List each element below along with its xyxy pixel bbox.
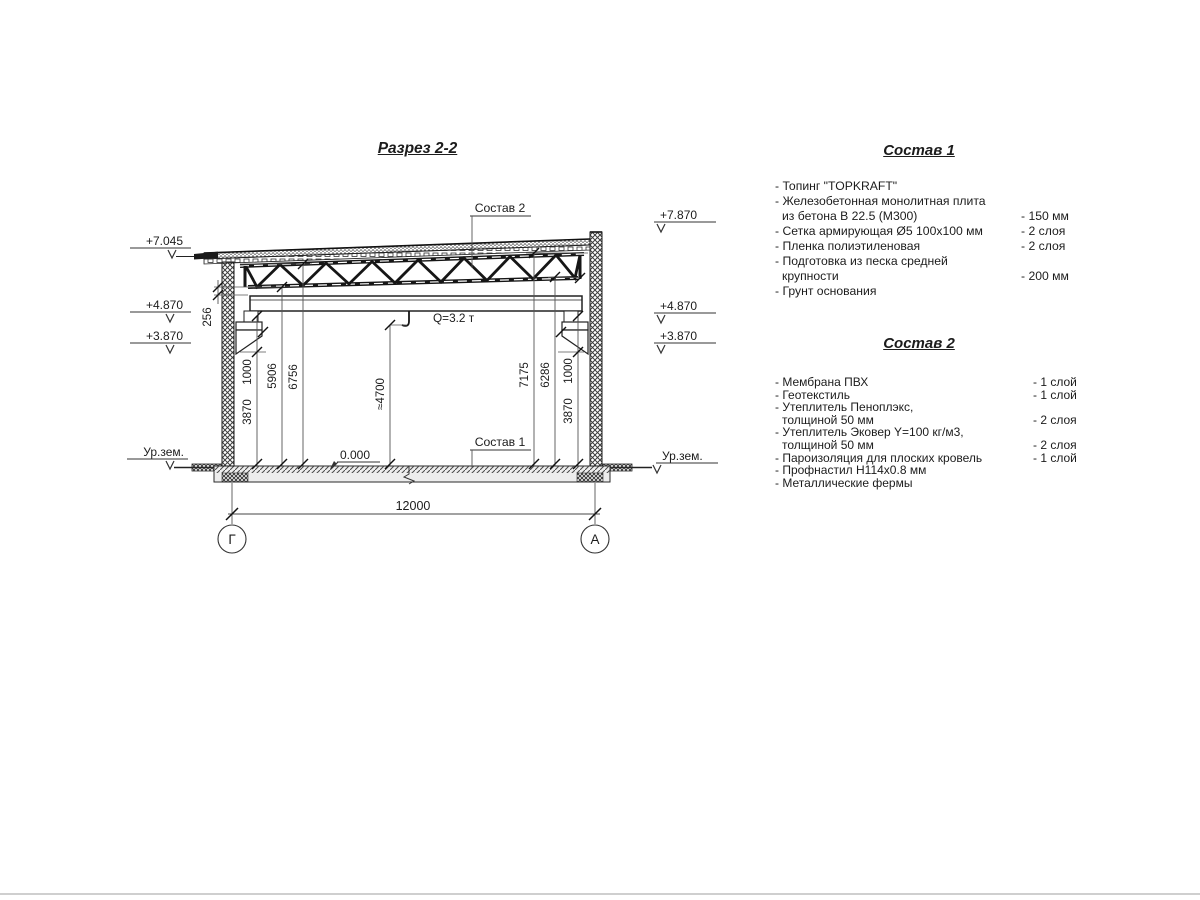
spec1-heading: Состав 1 bbox=[883, 142, 955, 159]
spec-item-text: крупности bbox=[782, 269, 839, 283]
spec-item bbox=[775, 254, 1091, 284]
elev-4870-l: +4.870 bbox=[145, 298, 183, 312]
span-dim-label: 12000 bbox=[395, 499, 431, 513]
right-bearing bbox=[564, 311, 578, 322]
spec-item bbox=[775, 239, 1091, 254]
spec-item-text: - Железобетонная монолитная плита bbox=[775, 194, 986, 208]
spec-item bbox=[775, 426, 1091, 451]
ground-label-right: Ур.зем. bbox=[662, 449, 703, 463]
crane-beam bbox=[236, 296, 588, 354]
spec-item bbox=[775, 401, 1091, 426]
spec-item-value: - 200 мм bbox=[1021, 269, 1069, 283]
spec2-heading: Состав 2 bbox=[883, 335, 955, 352]
right-corbel bbox=[562, 322, 588, 330]
dim-4700: ≈4700 bbox=[375, 378, 387, 410]
floor-callout-label: Состав 1 bbox=[474, 435, 526, 449]
spec-item-text: толщиной 50 мм bbox=[782, 437, 874, 452]
spec-item-text: - Пароизоляция для плоских кровель bbox=[775, 450, 983, 465]
axis-bubbles bbox=[218, 525, 609, 553]
spec-item bbox=[775, 179, 1091, 194]
spec-item-value: - 2 слоя bbox=[1033, 437, 1077, 452]
elevation-marks-left bbox=[127, 234, 191, 469]
spec-item bbox=[775, 376, 1091, 389]
spec-item-text: - Геотекстиль bbox=[775, 387, 850, 402]
spec-item-value: - 1 слой bbox=[1033, 450, 1077, 465]
spec-item-text: - Мембрана ПВХ bbox=[775, 375, 869, 389]
dim-1000-left: 1000 bbox=[242, 359, 254, 385]
spec1-list bbox=[775, 179, 1091, 299]
elev-7870: +7.870 bbox=[660, 208, 698, 222]
left-corbel bbox=[236, 322, 262, 330]
dim-7175: 7175 bbox=[519, 362, 531, 388]
dim-3870-right: 3870 bbox=[563, 398, 575, 424]
spec-item-value: - 1 слой bbox=[1033, 387, 1077, 402]
drawing-title: Разрез 2-2 bbox=[377, 140, 458, 157]
spec-item-text: - Металлические фермы bbox=[775, 475, 913, 490]
spec-item-text: - Подготовка из песка средней bbox=[775, 254, 948, 268]
spec-item-text: - Пленка полиэтиленовая bbox=[775, 239, 921, 253]
spec-item-text: - Сетка армирующая Ø5 100х100 мм bbox=[775, 224, 983, 238]
spec-item-value: - 2 слоя bbox=[1021, 239, 1066, 253]
elev-3870-l: +3.870 bbox=[145, 329, 183, 343]
spec-item-value: - 150 мм bbox=[1021, 209, 1069, 223]
axis-label-left: Г bbox=[228, 532, 236, 547]
left-wall bbox=[222, 262, 234, 466]
spec-item-text: толщиной 50 мм bbox=[782, 412, 874, 427]
roof-callout-label: Состав 2 bbox=[474, 201, 526, 215]
right-wall bbox=[590, 232, 602, 466]
spec-item-value: - 2 слоя bbox=[1033, 412, 1077, 427]
elev-4870-r: +4.870 bbox=[660, 299, 698, 313]
spec-item-value: - 2 слоя bbox=[1021, 224, 1066, 238]
spec2-list bbox=[775, 376, 1091, 489]
dim-1000-right: 1000 bbox=[563, 358, 575, 384]
spec-item-text: - Топинг "TOPKRAFT" bbox=[775, 179, 898, 193]
spec-item-text: из бетона В 22.5 (М300) bbox=[782, 209, 918, 223]
dim-6286: 6286 bbox=[540, 362, 552, 388]
dim-256: 256 bbox=[202, 307, 214, 327]
svg-text:0.000: 0.000 bbox=[340, 448, 371, 462]
dim-5906: 5906 bbox=[267, 363, 279, 389]
spec-item bbox=[775, 477, 1091, 490]
elev-3870-r: +3.870 bbox=[660, 329, 698, 343]
spec-item-text: - Утеплитель Эковер Y=100 кг/м3, bbox=[775, 425, 964, 440]
spec-item bbox=[775, 464, 1091, 477]
ground-label-left: Ур.зем. bbox=[143, 445, 184, 459]
crane-hook bbox=[402, 311, 409, 326]
dim-3870-left: 3870 bbox=[242, 399, 254, 425]
spec-item-text: - Грунт основания bbox=[775, 284, 877, 298]
page-bottom-edge bbox=[0, 893, 1200, 895]
dim-6756: 6756 bbox=[288, 364, 300, 390]
spec-item bbox=[775, 224, 1091, 239]
elevation-marks-right bbox=[653, 208, 718, 473]
spec-item bbox=[775, 284, 1091, 299]
elev-7045: +7.045 bbox=[145, 234, 183, 248]
crane-capacity-label: Q=3.2 т bbox=[433, 311, 475, 325]
spec-item bbox=[775, 194, 1091, 224]
spec-item-value: - 1 слой bbox=[1033, 375, 1077, 389]
spec-item-text: - Утеплитель Пеноплэкс, bbox=[775, 400, 914, 415]
axis-label-right: А bbox=[590, 532, 600, 547]
span-dimension bbox=[226, 483, 601, 524]
spec-item-text: - Профнастил Н114х0.8 мм bbox=[775, 463, 927, 478]
